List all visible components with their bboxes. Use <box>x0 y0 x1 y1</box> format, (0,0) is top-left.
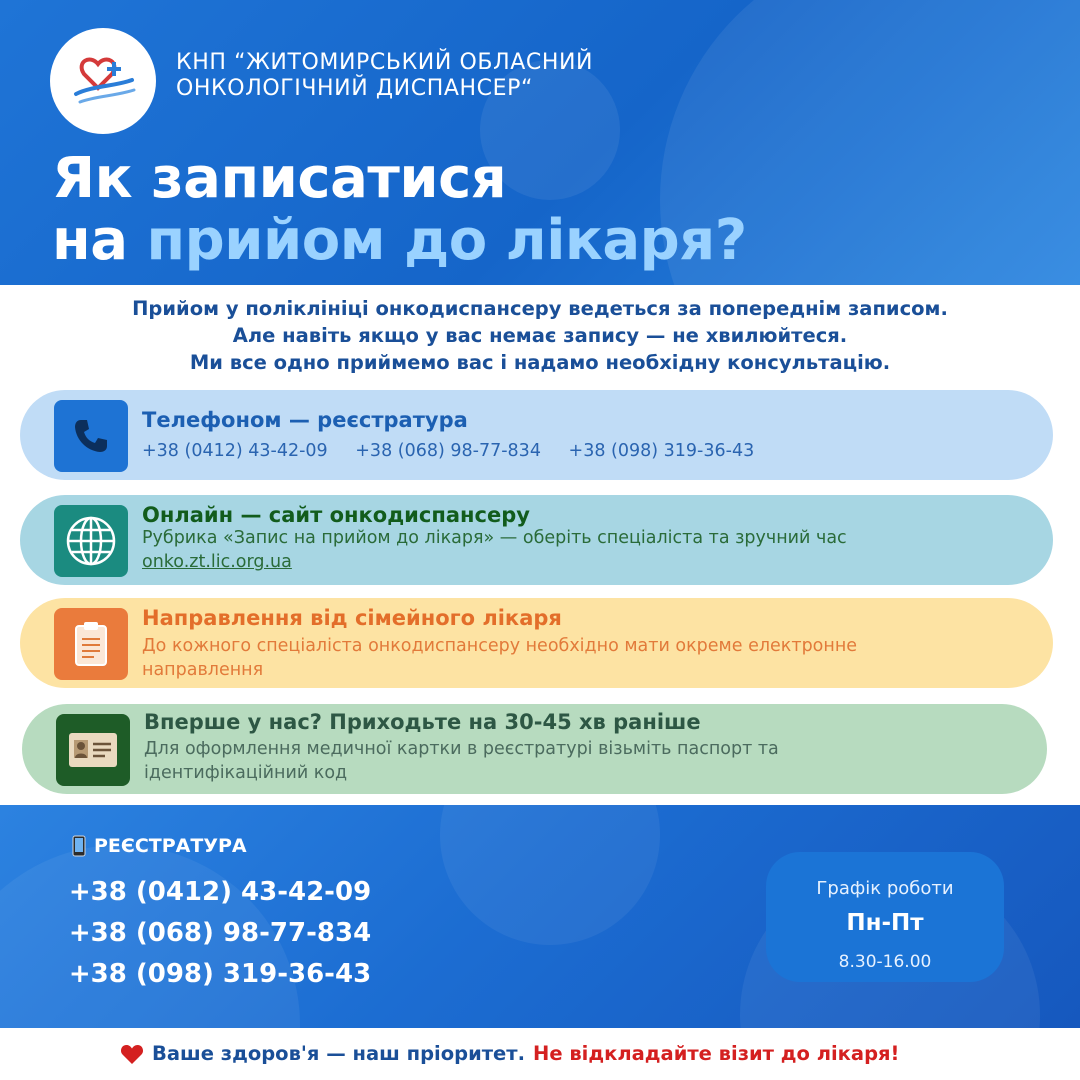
intro-line2: Але навіть якщо у вас немає запису — не хвилюйтеся. <box>232 324 848 347</box>
registry-phone-3[interactable]: +38 (098) 319-36-43 <box>68 959 372 989</box>
card-online <box>20 495 1053 585</box>
card-phone-title: Телефоном — реєстратура <box>142 408 468 432</box>
contacts-banner <box>0 805 1080 1028</box>
card-referral-line1: До кожного спеціаліста онкодиспансеру необхідно мати окреме електронне <box>142 636 858 656</box>
card-first-visit <box>22 704 1047 794</box>
website-link[interactable]: onko.zt.lic.org.ua <box>142 552 292 572</box>
phone-icon <box>54 400 128 472</box>
intro-line3: Ми все одно приймемо вас і надамо необхідну консультацію. <box>189 351 891 374</box>
clipboard-icon <box>54 608 128 680</box>
phone-link-3[interactable]: +38 (098) 319-36-43 <box>568 441 755 461</box>
phone-link-2[interactable]: +38 (068) 98-77-834 <box>355 441 541 461</box>
intro-line1: Прийом у поліклініці онкодиспансеру ведеться за попереднім записом. <box>132 297 948 320</box>
schedule-days: Пн-Пт <box>846 910 924 936</box>
registry-label-text: РЕЄСТРАТУРА <box>94 835 247 857</box>
card-first-visit-line1: Для оформлення медичної картки в реєстратурі візьміть паспорт та <box>144 739 779 759</box>
registry-label <box>72 835 247 857</box>
card-first-visit-title: Вперше у нас? Приходьте на 30-45 хв раніше <box>144 710 701 734</box>
card-phone <box>20 390 1053 480</box>
registry-phone-2[interactable]: +38 (068) 98-77-834 <box>68 918 372 948</box>
schedule-label: Графік роботи <box>816 878 954 899</box>
globe-icon <box>54 505 128 577</box>
footer-slogan <box>120 1042 899 1065</box>
id-card-icon <box>56 714 130 786</box>
org-name-line2: ОНКОЛОГІЧНИЙ ДИСПАНСЕР“ <box>176 76 533 101</box>
header-banner <box>0 0 1080 285</box>
card-online-text: Рубрика «Запис на прийом до лікаря» — оберіть спеціаліста та зручний час <box>142 528 847 548</box>
card-referral-line2: направлення <box>142 660 264 680</box>
title-line2 <box>52 210 747 272</box>
title-line2-start: на <box>52 208 147 273</box>
intro-text <box>0 295 1080 376</box>
card-online-title: Онлайн — сайт онкодиспансеру <box>142 503 530 527</box>
card-referral <box>20 598 1053 688</box>
logo <box>50 28 156 134</box>
card-phone-numbers <box>142 439 776 463</box>
registry-phone-1[interactable]: +38 (0412) 43-42-09 <box>68 877 372 907</box>
heart-logo-icon <box>50 28 156 134</box>
title-line1: Як записатися <box>52 146 507 211</box>
title-line2-accent: прийом до лікаря? <box>146 208 747 273</box>
heart-icon <box>120 1043 144 1065</box>
schedule-hours: 8.30-16.00 <box>838 952 932 972</box>
schedule-badge <box>766 852 1004 982</box>
footer <box>0 1028 1080 1080</box>
slogan-part1: Ваше здоров'я — наш пріоритет. <box>152 1042 525 1065</box>
page-title <box>52 148 747 272</box>
mobile-phone-icon <box>72 835 86 857</box>
org-name-line1: КНП “ЖИТОМИРСЬКИЙ ОБЛАСНИЙ <box>176 50 594 75</box>
card-first-visit-line2: ідентифікаційний код <box>144 763 348 783</box>
organization-name <box>176 50 593 102</box>
card-referral-title: Направлення від сімейного лікаря <box>142 606 562 630</box>
slogan-part2: Не відкладайте візит до лікаря! <box>533 1042 900 1065</box>
phone-link-1[interactable]: +38 (0412) 43-42-09 <box>142 441 328 461</box>
